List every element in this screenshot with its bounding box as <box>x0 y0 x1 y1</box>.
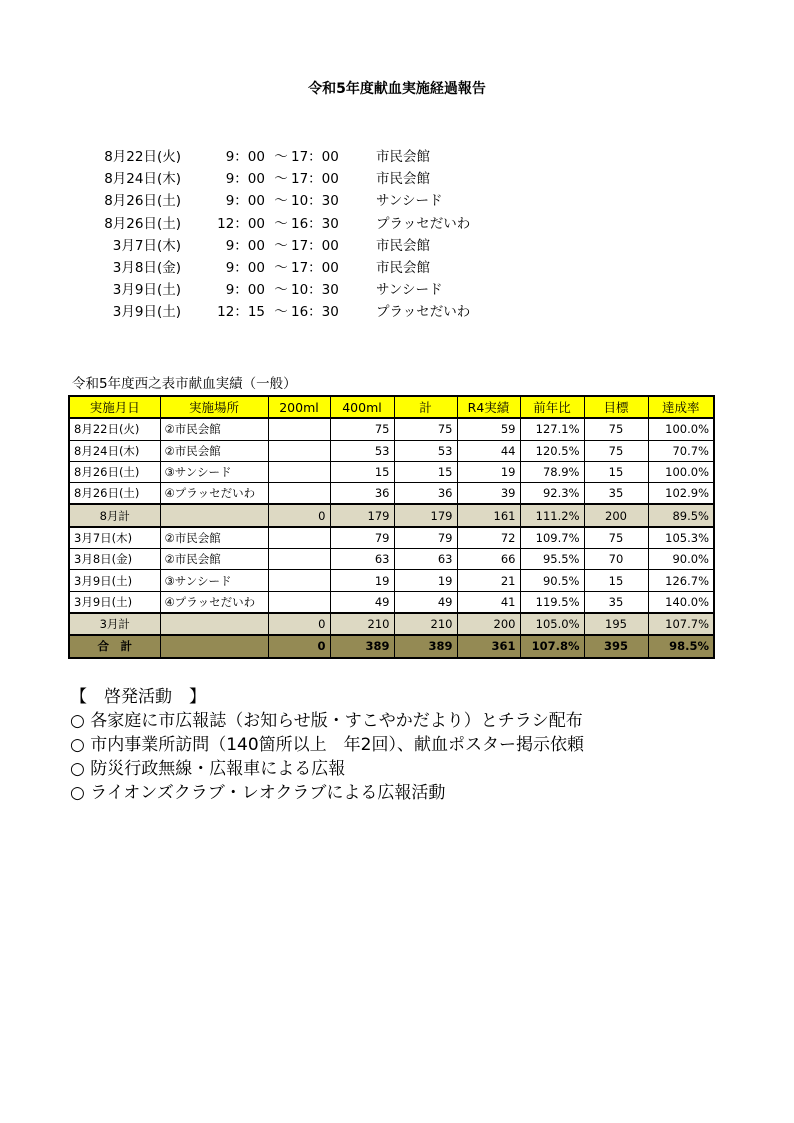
schedule-tilde: ～ <box>274 171 288 188</box>
table-row <box>69 440 714 461</box>
header-total: 計 <box>394 396 457 418</box>
header-rate: 達成率 <box>648 396 714 418</box>
cell-yoy: 105.0% <box>520 613 584 635</box>
schedule-start-time: 9：00 <box>225 171 265 188</box>
schedule-place: プラッセだいわ <box>376 304 471 321</box>
header-r4: R4実績 <box>457 396 520 418</box>
schedule-date: 3月8日(金) <box>112 260 181 276</box>
activity-item: ○ 各家庭に市広報誌（お知らせ版・すこやかだより）とチラシ配布 <box>70 711 583 731</box>
header-400ml: 400ml <box>330 396 394 418</box>
cell-yoy: 92.3% <box>520 483 584 505</box>
cell-target: 70 <box>584 549 648 570</box>
schedule-tilde: ～ <box>274 215 288 232</box>
cell-target: 35 <box>584 483 648 505</box>
schedule-start-time: 9：00 <box>225 237 265 254</box>
results-subtitle: 令和5年度西之表市献血実績（一般） <box>72 376 297 392</box>
cell-place <box>160 635 268 657</box>
cell-rate: 90.0% <box>648 549 714 570</box>
schedule-date: 8月24日(木) <box>104 171 181 188</box>
cell-r4: 200 <box>457 613 520 635</box>
cell-target: 195 <box>584 613 648 635</box>
schedule-tilde: ～ <box>274 260 288 276</box>
table-row <box>69 570 714 591</box>
page-title: 令和5年度献血実施経過報告 <box>308 81 486 97</box>
cell-400ml: 49 <box>330 591 394 613</box>
schedule-tilde: ～ <box>274 149 288 165</box>
activity-item: ○ 市内事業所訪問（140箇所以上 年2回）、献血ポスター掲示依頼 <box>70 735 584 755</box>
cell-r4: 66 <box>457 549 520 570</box>
cell-r4: 21 <box>457 570 520 591</box>
schedule-date: 3月7日(木) <box>112 237 181 254</box>
cell-rate: 98.5% <box>648 635 714 657</box>
schedule-end-time: 16：30 <box>291 215 339 232</box>
cell-place: ③サンシード <box>160 570 268 591</box>
cell-400ml: 63 <box>330 549 394 570</box>
cell-place: ②市民会館 <box>160 440 268 461</box>
cell-total: 210 <box>394 613 457 635</box>
schedule-start-time: 9：00 <box>225 193 265 210</box>
schedule-date: 8月22日(火) <box>104 149 181 165</box>
cell-place: ②市民会館 <box>160 527 268 549</box>
header-200ml: 200ml <box>268 396 330 418</box>
activity-item: ○ ライオンズクラブ・レオクラブによる広報活動 <box>70 783 446 803</box>
cell-total: 79 <box>394 527 457 549</box>
cell-r4: 39 <box>457 483 520 505</box>
cell-date: 3月8日(金) <box>69 549 160 570</box>
cell-target: 75 <box>584 527 648 549</box>
schedule-date: 8月26日(土) <box>104 193 181 210</box>
cell-200ml <box>268 549 330 570</box>
cell-200ml <box>268 570 330 591</box>
cell-r4: 72 <box>457 527 520 549</box>
cell-r4: 19 <box>457 461 520 482</box>
cell-target: 15 <box>584 461 648 482</box>
cell-date: 合 計 <box>69 635 160 657</box>
cell-yoy: 119.5% <box>520 591 584 613</box>
table-header-row <box>69 396 714 418</box>
cell-r4: 59 <box>457 418 520 440</box>
cell-400ml: 19 <box>330 570 394 591</box>
cell-yoy: 109.7% <box>520 527 584 549</box>
cell-200ml: 0 <box>268 613 330 635</box>
cell-rate: 102.9% <box>648 483 714 505</box>
cell-yoy: 95.5% <box>520 549 584 570</box>
cell-rate: 105.3% <box>648 527 714 549</box>
activities-section <box>70 685 584 805</box>
subtotal-row <box>69 504 714 526</box>
cell-400ml: 179 <box>330 504 394 526</box>
cell-400ml: 36 <box>330 483 394 505</box>
cell-r4: 44 <box>457 440 520 461</box>
cell-total: 19 <box>394 570 457 591</box>
cell-400ml: 15 <box>330 461 394 482</box>
cell-yoy: 127.1% <box>520 418 584 440</box>
activities-heading: 【 啓発活動 】 <box>70 687 206 707</box>
cell-200ml <box>268 483 330 505</box>
cell-rate: 89.5% <box>648 504 714 526</box>
cell-200ml <box>268 440 330 461</box>
cell-400ml: 75 <box>330 418 394 440</box>
activity-item: ○ 防災行政無線・広報車による広報 <box>70 759 346 779</box>
cell-target: 15 <box>584 570 648 591</box>
schedule-tilde: ～ <box>274 304 288 321</box>
cell-target: 395 <box>584 635 648 657</box>
schedule-end-time: 17：00 <box>291 260 339 276</box>
cell-total: 389 <box>394 635 457 657</box>
cell-date: 3月計 <box>69 613 160 635</box>
cell-target: 35 <box>584 591 648 613</box>
cell-yoy: 90.5% <box>520 570 584 591</box>
schedule-end-time: 17：00 <box>291 149 339 165</box>
cell-yoy: 78.9% <box>520 461 584 482</box>
header-place: 実施場所 <box>160 396 268 418</box>
cell-total: 179 <box>394 504 457 526</box>
cell-rate: 70.7% <box>648 440 714 461</box>
table-row <box>69 527 714 549</box>
cell-rate: 140.0% <box>648 591 714 613</box>
cell-total: 49 <box>394 591 457 613</box>
cell-r4: 41 <box>457 591 520 613</box>
schedule-date: 8月26日(土) <box>104 215 181 232</box>
cell-200ml <box>268 527 330 549</box>
cell-date: 8月24日(木) <box>69 440 160 461</box>
cell-200ml <box>268 418 330 440</box>
schedule-place: サンシード <box>376 193 443 210</box>
schedule-tilde: ～ <box>274 237 288 254</box>
cell-total: 36 <box>394 483 457 505</box>
schedule-place: 市民会館 <box>376 237 430 254</box>
cell-rate: 100.0% <box>648 418 714 440</box>
cell-total: 53 <box>394 440 457 461</box>
schedule-place: 市民会館 <box>376 260 430 276</box>
cell-date: 8月22日(火) <box>69 418 160 440</box>
schedule-date: 3月9日(土) <box>112 282 181 299</box>
schedule-end-time: 17：00 <box>291 171 339 188</box>
schedule-start-time: 9：00 <box>225 282 265 299</box>
cell-rate: 100.0% <box>648 461 714 482</box>
cell-date: 8月26日(土) <box>69 461 160 482</box>
cell-rate: 107.7% <box>648 613 714 635</box>
schedule-end-time: 16：30 <box>291 304 339 321</box>
cell-target: 75 <box>584 418 648 440</box>
header-date: 実施月日 <box>69 396 160 418</box>
subtotal-row <box>69 613 714 635</box>
schedule-start-time: 12：15 <box>217 304 265 321</box>
cell-place <box>160 504 268 526</box>
schedule-place: サンシード <box>376 282 443 299</box>
schedule-tilde: ～ <box>274 282 288 299</box>
cell-date: 3月9日(土) <box>69 570 160 591</box>
cell-yoy: 111.2% <box>520 504 584 526</box>
cell-r4: 361 <box>457 635 520 657</box>
cell-total: 63 <box>394 549 457 570</box>
cell-400ml: 53 <box>330 440 394 461</box>
cell-place: ②市民会館 <box>160 549 268 570</box>
cell-200ml: 0 <box>268 635 330 657</box>
results-table <box>68 395 715 659</box>
cell-total: 15 <box>394 461 457 482</box>
cell-place: ③サンシード <box>160 461 268 482</box>
cell-target: 200 <box>584 504 648 526</box>
cell-total: 75 <box>394 418 457 440</box>
cell-yoy: 120.5% <box>520 440 584 461</box>
cell-200ml: 0 <box>268 504 330 526</box>
schedule-end-time: 10：30 <box>291 282 339 299</box>
schedule-end-time: 17：00 <box>291 237 339 254</box>
header-yoy: 前年比 <box>520 396 584 418</box>
cell-yoy: 107.8% <box>520 635 584 657</box>
cell-place: ④プラッセだいわ <box>160 591 268 613</box>
schedule-start-time: 9：00 <box>225 149 265 165</box>
cell-target: 75 <box>584 440 648 461</box>
cell-place <box>160 613 268 635</box>
cell-200ml <box>268 591 330 613</box>
cell-400ml: 389 <box>330 635 394 657</box>
cell-place: ②市民会館 <box>160 418 268 440</box>
schedule-date: 3月9日(土) <box>112 304 181 321</box>
table-row <box>69 549 714 570</box>
cell-date: 8月26日(土) <box>69 483 160 505</box>
schedule-place: プラッセだいわ <box>376 215 471 232</box>
schedule-end-time: 10：30 <box>291 193 339 210</box>
schedule-place: 市民会館 <box>376 171 430 188</box>
header-target: 目標 <box>584 396 648 418</box>
cell-place: ④プラッセだいわ <box>160 483 268 505</box>
cell-400ml: 79 <box>330 527 394 549</box>
schedule-tilde: ～ <box>274 193 288 210</box>
total-row <box>69 635 714 657</box>
cell-date: 3月9日(土) <box>69 591 160 613</box>
table-row <box>69 418 714 440</box>
cell-date: 3月7日(木) <box>69 527 160 549</box>
table-row <box>69 591 714 613</box>
cell-rate: 126.7% <box>648 570 714 591</box>
cell-400ml: 210 <box>330 613 394 635</box>
table-row <box>69 483 714 505</box>
cell-r4: 161 <box>457 504 520 526</box>
schedule-start-time: 9：00 <box>225 260 265 276</box>
cell-date: 8月計 <box>69 504 160 526</box>
schedule-place: 市民会館 <box>376 149 430 165</box>
cell-200ml <box>268 461 330 482</box>
table-row <box>69 461 714 482</box>
schedule-start-time: 12：00 <box>217 215 265 232</box>
